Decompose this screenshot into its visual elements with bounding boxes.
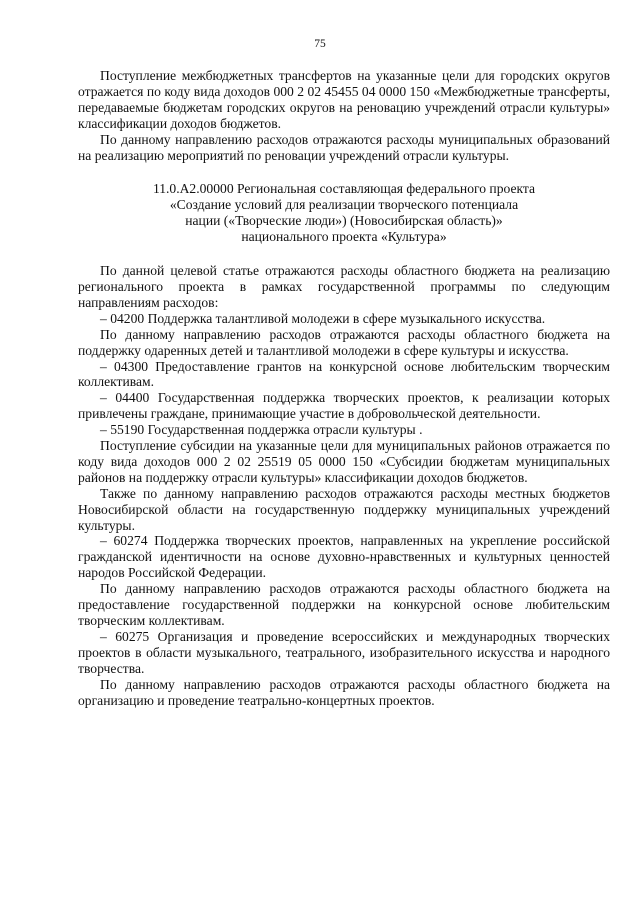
paragraph: По данному направлению расходов отражаются расходы областного бюджета на предоставление государственной поддержки на конкурсной основе любительским творческим коллективам. bbox=[78, 581, 610, 628]
list-item: – 04200 Поддержка талантливой молодежи в сфере музыкального искусства. bbox=[100, 310, 546, 326]
heading-line: «Создание условий для реализации творческого потенциала bbox=[169, 197, 519, 213]
list-item: – 04300 Предоставление грантов на конкурсной основе любительским творческим коллективам. bbox=[78, 358, 610, 390]
paragraph: По данной целевой статье отражаются расходы областного бюджета на реализацию регионального проекта в рамках государственной программы по следующим направлениям расходов: bbox=[78, 263, 610, 310]
paragraph: Также по данному направлению расходов отражаются расходы местных бюджетов Новосибирской области на государственную поддержку муниципальных учреждений культуры. bbox=[78, 485, 610, 533]
paragraph: По данному направлению расходов отражаются расходы областного бюджета на поддержку одаренных детей и талантливой молодежи в сфере культуры и искусства. bbox=[78, 326, 610, 358]
page-number: 75 bbox=[314, 38, 326, 50]
heading-line: нации («Творческие люди») (Новосибирская область)» bbox=[185, 213, 503, 229]
list-item: – 60275 Организация и проведение всероссийских и международных творческих проектов в области музыкального, театрального, изобразительного искусства и народного творчества. bbox=[78, 628, 610, 676]
list-item: – 55190 Государственная поддержка отрасли культуры . bbox=[100, 422, 423, 438]
list-item: – 04400 Государственная поддержка творческих проектов, к реализации которых привлечены граждане, принимающие участие в добровольческой деятельности. bbox=[78, 390, 610, 422]
paragraph: Поступление субсидии на указанные цели для муниципальных районов отражается по коду вида доходов 000 2 02 25519 05 0000 150 «Субсидии бюджетам муниципальных районов на поддержку отрасли культуры» классификации доходов бюджетов. bbox=[78, 438, 610, 485]
list-item: – 60274 Поддержка творческих проектов, направленных на укрепление российской гражданской идентичности на основе духовно-нравственных и культурных ценностей народов Российской Федерации. bbox=[78, 533, 610, 581]
heading-line: 11.0.А2.00000 Региональная составляющая федерального проекта bbox=[152, 181, 536, 197]
paragraph: По данному направлению расходов отражаются расходы муниципальных образований на реализацию мероприятий по реновации учреждений отрасли культуры. bbox=[78, 131, 610, 163]
heading-line: национального проекта «Культура» bbox=[241, 229, 447, 245]
document-body bbox=[78, 68, 610, 708]
paragraph: По данному направлению расходов отражаются расходы областного бюджета на организацию и проведение театрально-концертных проектов. bbox=[78, 676, 610, 708]
paragraph: Поступление межбюджетных трансфертов на указанные цели для городских округов отражается по коду вида доходов 000 2 02 45455 04 0000 150 «Межбюджетные трансферты, передаваемые бюджетам городских округов на реновацию учреждений отрасли культуры» классификации доходов бюджетов. bbox=[78, 68, 610, 131]
section-heading bbox=[78, 181, 610, 245]
